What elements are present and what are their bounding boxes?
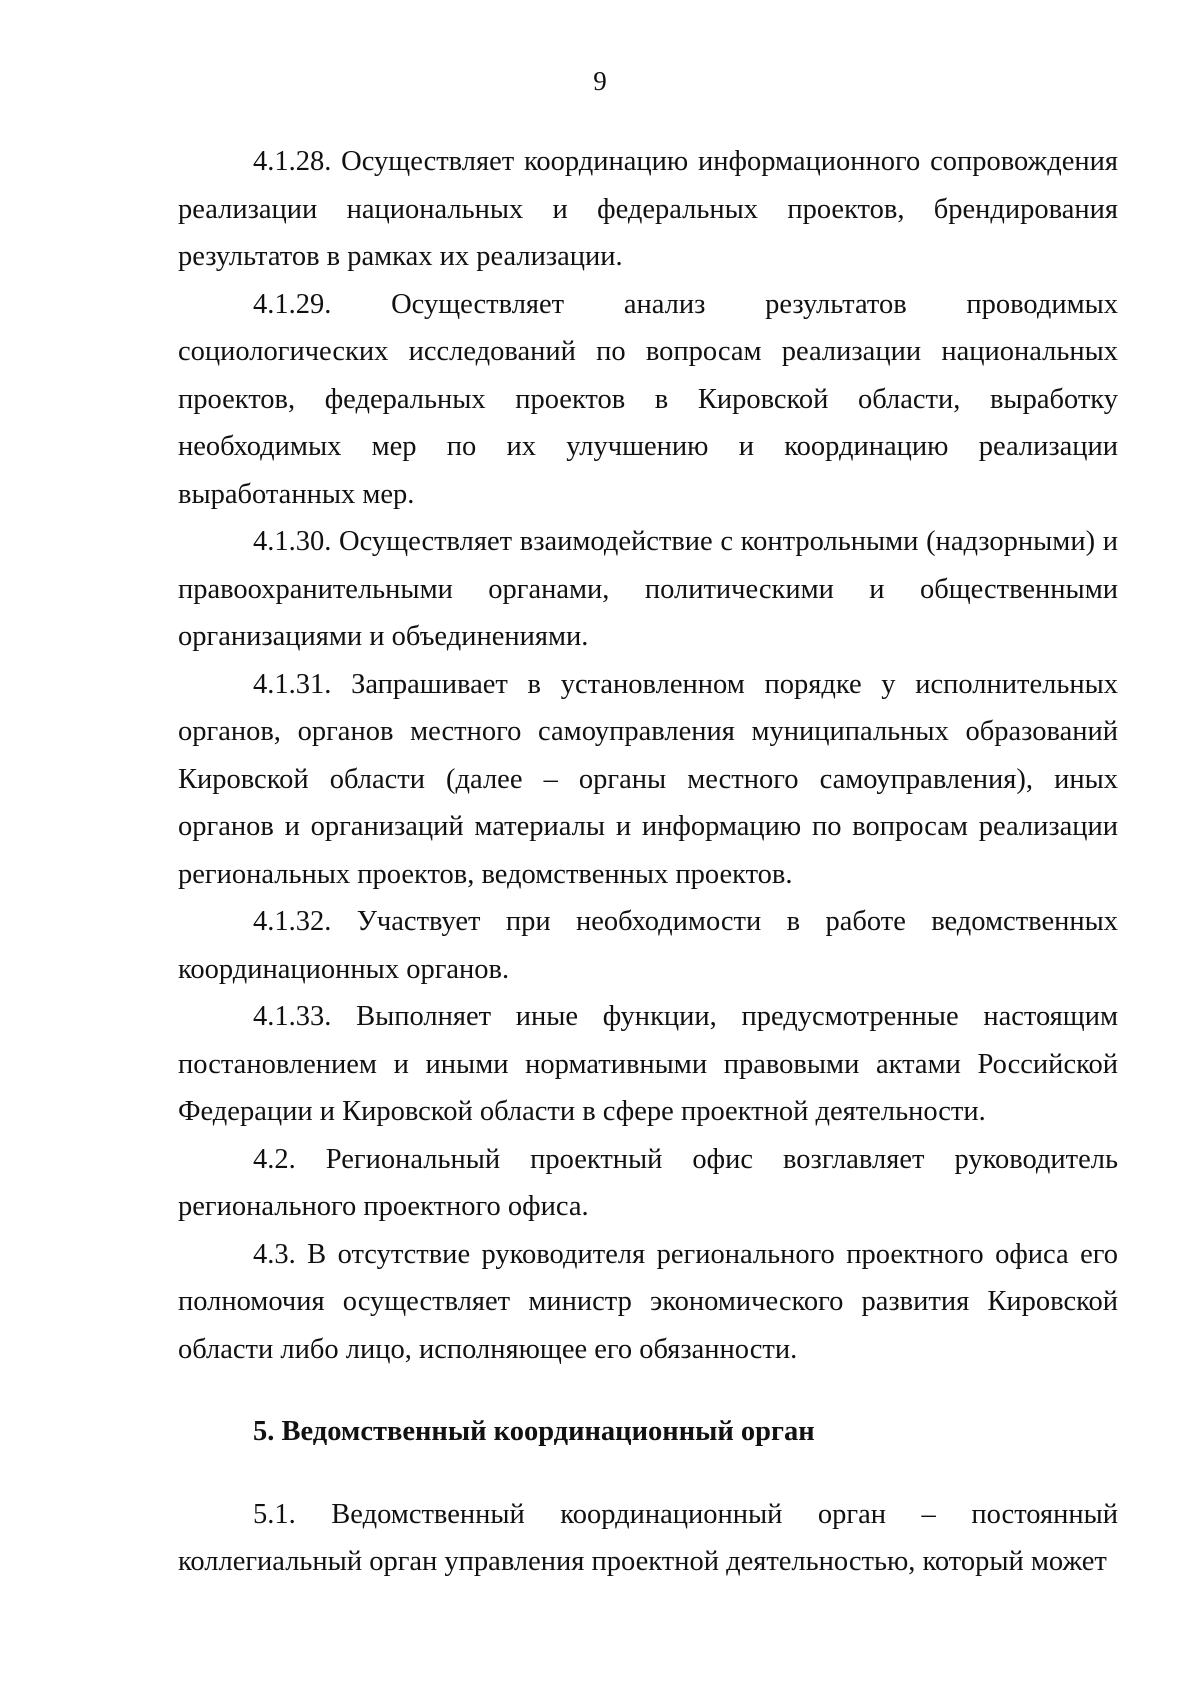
paragraph-4-1-31: 4.1.31. Запрашивает в установленном порядке у исполнительных органов, органов местного самоуправления муниципальных образований Кировской области (далее – органы местного самоуправления), иных органов и организаций материалы и информацию по вопросам реализации региональных проектов, ведомственных проектов. bbox=[178, 668, 1118, 890]
paragraph-4-3: 4.3. В отсутствие руководителя регионального проектного офиса его полномочия осуществляет министр экономического развития Кировской области либо лицо, исполняющее его обязанности. bbox=[178, 1238, 1118, 1365]
paragraph-4-1-30: 4.1.30. Осуществляет взаимодействие с контрольными (надзорными) и правоохранительными органами, политическими и общественными организациями и объединениями. bbox=[178, 526, 1118, 652]
paragraph-5-1: 5.1. Ведомственный координационный орган – постоянный коллегиальный орган управления проектной деятельностью, который может bbox=[178, 1498, 1118, 1577]
paragraph-4-1-32: 4.1.32. Участвует при необходимости в работе ведомственных координационных органов. bbox=[178, 906, 1118, 985]
document-body bbox=[178, 138, 1118, 1586]
paragraph-4-2: 4.2. Региональный проектный офис возглавляет руководитель регионального проектного офиса. bbox=[178, 1143, 1118, 1222]
section-heading: 5. Ведомственный координационный орган bbox=[253, 1416, 815, 1447]
paragraph-4-1-33: 4.1.33. Выполняет иные функции, предусмотренные настоящим постановлением и иными нормативными правовыми актами Российской Федерации и Кировской области в сфере проектной деятельности. bbox=[178, 1001, 1118, 1127]
paragraph-4-1-29: 4.1.29. Осуществляет анализ результатов проводимых социологических исследований по вопросам реализации национальных проектов, федеральных проектов в Кировской области, выработку необходимых мер по их улучшению и координацию реализации выработанных мер. bbox=[178, 288, 1118, 510]
page-number: 9 bbox=[593, 66, 607, 96]
paragraph-4-1-28: 4.1.28. Осуществляет координацию информационного сопровождения реализации национальных и федеральных проектов, брендирования результатов в рамках их реализации. bbox=[178, 146, 1118, 272]
